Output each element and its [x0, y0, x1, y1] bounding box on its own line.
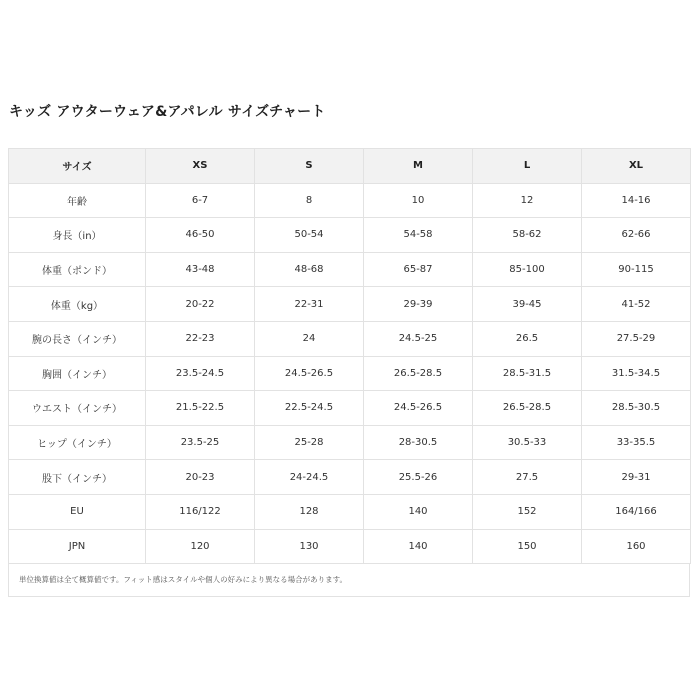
table-cell: 12 [473, 183, 582, 218]
table-cell: 26.5-28.5 [473, 391, 582, 426]
table-cell: 90-115 [582, 252, 691, 287]
row-label: ウエスト（インチ） [9, 391, 146, 426]
table-cell: 39-45 [473, 287, 582, 322]
table-cell: 120 [146, 529, 255, 564]
table-cell: 30.5-33 [473, 425, 582, 460]
table-cell: 25.5-26 [364, 460, 473, 495]
table-cell: 65-87 [364, 252, 473, 287]
table-row [9, 356, 691, 391]
table-header-row [9, 149, 691, 184]
table-cell: 24 [255, 321, 364, 356]
table-cell: 23.5-25 [146, 425, 255, 460]
table-cell: 23.5-24.5 [146, 356, 255, 391]
table-cell: 140 [364, 529, 473, 564]
table-cell: 22.5-24.5 [255, 391, 364, 426]
row-label: 体重（ポンド） [9, 252, 146, 287]
table-row [9, 287, 691, 322]
table-cell: 140 [364, 494, 473, 529]
column-header-size: サイズ [9, 149, 146, 184]
size-chart [8, 148, 690, 597]
table-cell: 27.5-29 [582, 321, 691, 356]
table-cell: 152 [473, 494, 582, 529]
table-cell: 28.5-31.5 [473, 356, 582, 391]
footnote: 単位換算値は全て概算値です。フィット感はスタイルや個人の好みにより異なる場合があります。 [8, 564, 690, 597]
table-row [9, 321, 691, 356]
table-cell: 160 [582, 529, 691, 564]
table-row [9, 425, 691, 460]
table-cell: 21.5-22.5 [146, 391, 255, 426]
row-label: 腕の長さ（インチ） [9, 321, 146, 356]
table-cell: 62-66 [582, 218, 691, 253]
table-cell: 27.5 [473, 460, 582, 495]
row-label: 股下（インチ） [9, 460, 146, 495]
table-row [9, 494, 691, 529]
row-label: EU [9, 494, 146, 529]
table-cell: 33-35.5 [582, 425, 691, 460]
table-row [9, 183, 691, 218]
row-label: 胸囲（インチ） [9, 356, 146, 391]
table-cell: 150 [473, 529, 582, 564]
size-table [8, 148, 691, 564]
table-cell: 48-68 [255, 252, 364, 287]
table-cell: 22-23 [146, 321, 255, 356]
row-label: 年齢 [9, 183, 146, 218]
column-header-m: M [364, 149, 473, 184]
page-title: キッズ アウターウェア&アパレル サイズチャート [9, 104, 326, 120]
table-cell: 50-54 [255, 218, 364, 253]
table-cell: 31.5-34.5 [582, 356, 691, 391]
table-cell: 43-48 [146, 252, 255, 287]
table-cell: 116/122 [146, 494, 255, 529]
table-cell: 164/166 [582, 494, 691, 529]
table-cell: 24.5-26.5 [364, 391, 473, 426]
column-header-xl: XL [582, 149, 691, 184]
table-row [9, 218, 691, 253]
table-cell: 14-16 [582, 183, 691, 218]
table-cell: 29-39 [364, 287, 473, 322]
column-header-s: S [255, 149, 364, 184]
table-cell: 130 [255, 529, 364, 564]
table-cell: 58-62 [473, 218, 582, 253]
table-cell: 24.5-26.5 [255, 356, 364, 391]
column-header-l: L [473, 149, 582, 184]
table-row [9, 460, 691, 495]
table-row [9, 252, 691, 287]
table-row [9, 391, 691, 426]
table-cell: 24.5-25 [364, 321, 473, 356]
table-row [9, 529, 691, 564]
table-cell: 24-24.5 [255, 460, 364, 495]
row-label: 身長（in） [9, 218, 146, 253]
table-cell: 10 [364, 183, 473, 218]
table-cell: 26.5-28.5 [364, 356, 473, 391]
table-cell: 6-7 [146, 183, 255, 218]
row-label: ヒップ（インチ） [9, 425, 146, 460]
table-cell: 20-23 [146, 460, 255, 495]
table-cell: 8 [255, 183, 364, 218]
table-cell: 41-52 [582, 287, 691, 322]
table-cell: 26.5 [473, 321, 582, 356]
table-cell: 22-31 [255, 287, 364, 322]
table-cell: 46-50 [146, 218, 255, 253]
table-cell: 28.5-30.5 [582, 391, 691, 426]
table-cell: 128 [255, 494, 364, 529]
row-label: 体重（kg） [9, 287, 146, 322]
column-header-xs: XS [146, 149, 255, 184]
table-cell: 29-31 [582, 460, 691, 495]
table-cell: 28-30.5 [364, 425, 473, 460]
row-label: JPN [9, 529, 146, 564]
table-cell: 20-22 [146, 287, 255, 322]
table-cell: 85-100 [473, 252, 582, 287]
table-cell: 25-28 [255, 425, 364, 460]
table-cell: 54-58 [364, 218, 473, 253]
